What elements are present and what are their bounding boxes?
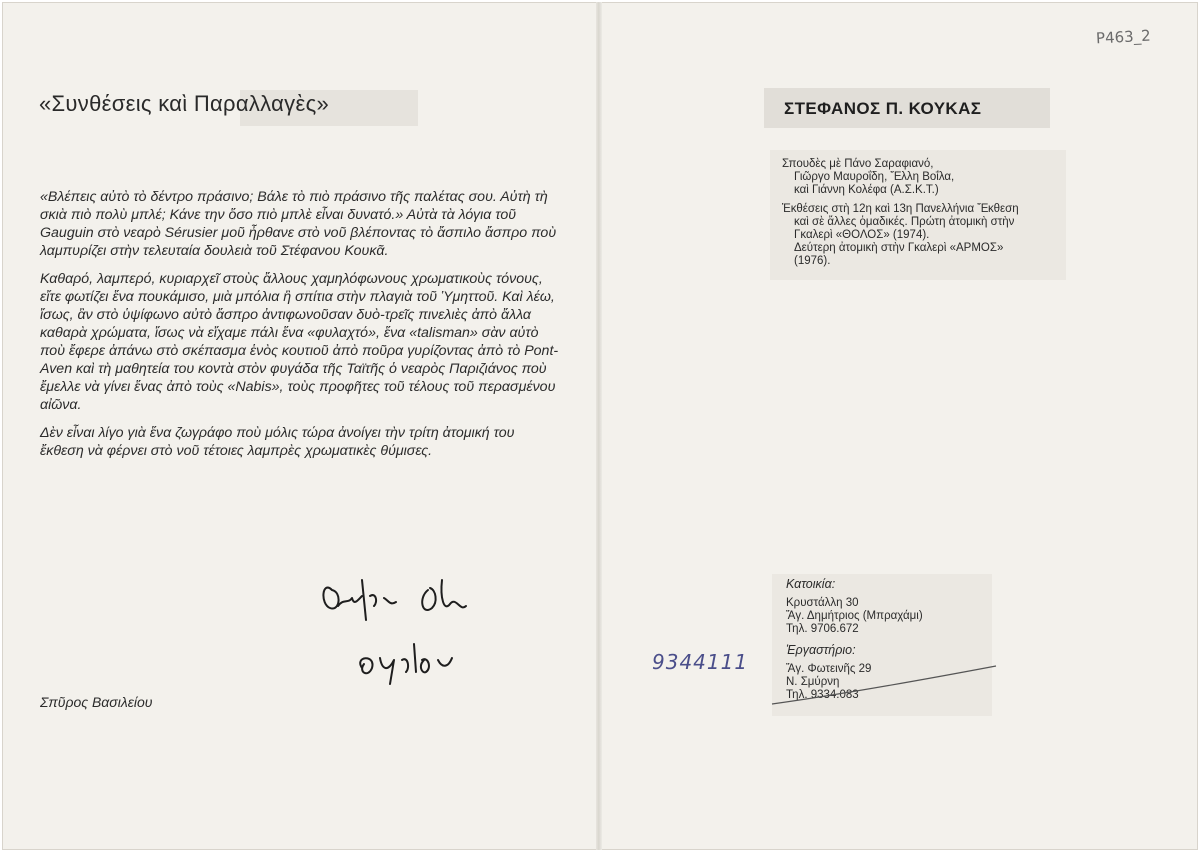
residence-line: Κρυστάλλη 30 xyxy=(786,597,859,609)
essay-paragraph: Καθαρό, λαμπερό, κυριαρχεῖ στοὺς ἄλλους χαμηλόφωνους χρωματικοὺς τόνους, εἴτε φωτίζει ἕνα πουκάμισο, μιὰ μπόλια ἢ σπίτια στὴν πλαγιὰ τοῦ Ὑμηττοῦ. Καὶ λέω, ἴσως, ἂν στὸ ὑψίφωνο αὐτὸ ἄσπρο ἀντιφωνοῦσαν δυὸ-τρεῖς πινελιὲς ἀπὸ ἄλλα καθαρὰ χρώματα, ἴσως νὰ εἴχαμε πάλι ἕνα «φυλαχτό», ἕνα «talisman» σὰν αὐτὸ ποὺ ἔφερε ἀπάνω στὸ σκέπασμα ἑνὸς κουτιοῦ ἀπὸ ποῦρα γυρίζοντας ἀπὸ τὸ Pont-Aven καὶ τὴ μαθητεία του κοντὰ στὸν φυγάδα τῆς Ταϊτῆς ὁ νεαρὸς Παριζιάνος ποὺ ἔμελλε νὰ γίνει ἕνας ἀπὸ τοὺς «Nabis», τοὺς προφῆτες τοῦ τέλους τοῦ περασμένου αἰῶνα. xyxy=(40,271,559,413)
bio-exhibitions xyxy=(782,203,1082,268)
artist-bio xyxy=(782,158,1082,274)
handwritten-signature xyxy=(318,560,548,690)
bio-line: Σπουδὲς μὲ Πάνο Σαραφιανό, xyxy=(782,158,934,170)
page-title: «Συνθέσεις καὶ Παραλλαγὲς» xyxy=(39,91,330,116)
pen-stroke xyxy=(770,660,1000,710)
bio-line: καὶ Γιάννη Κολέφα (Α.Σ.Κ.Τ.) xyxy=(794,184,939,196)
bio-line: (1976). xyxy=(794,255,831,267)
essay-paragraph: Δὲν εἶναι λίγο γιὰ ἕνα ζωγράφο ποὺ μόλις τώρα ἀνοίγει τὴν τρίτη ἀτομική του ἔκθεση νὰ φέρνει στὸ νοῦ τέτοιες λαμπρὲς χρωματικὲς θύμισες. xyxy=(40,425,515,459)
essay-text xyxy=(40,188,560,470)
left-page xyxy=(0,0,596,852)
bio-line: Δεύτερη ἀτομικὴ στὴν Γκαλερὶ «ΑΡΜΟΣ» xyxy=(794,242,1004,254)
bio-line: Γκαλερὶ «ΘΟΛΟΣ» (1974). xyxy=(794,229,930,241)
handwritten-number: 9344111 xyxy=(652,650,749,674)
studio-label: Ἐργαστήριο: xyxy=(786,643,856,657)
bio-line: καὶ σὲ ἄλλες ὁμαδικές. Πρώτη ἀτομικὴ στὴν xyxy=(794,216,1015,228)
signature-text: Στούλ. Ωα σγέον xyxy=(318,560,326,561)
bio-line: Ἐκθέσεις στὴ 12η καὶ 13η Πανελλήνια Ἔκθεση xyxy=(782,203,1019,215)
archive-code: Ρ463_2 xyxy=(1095,26,1152,48)
studio-line: Ν. Σμύρνη xyxy=(786,676,840,688)
bio-line: Γιῶργο Μαυροΐδη, Ἔλλη Βοΐλα, xyxy=(794,171,955,183)
studio-line: Ἄγ. Φωτεινῆς 29 xyxy=(786,663,872,675)
essay-paragraph: «Βλέπεις αὐτὸ τὸ δέντρο πράσινο; Βάλε τὸ πιὸ πράσινο τῆς παλέτας σου. Αὐτὴ τὴ σκιὰ πιὸ πολὺ μπλέ; Κάνε την ὅσο πιὸ μπλὲ εἶναι δυνατό.» Αὐτὰ τὰ λόγια τοῦ Gauguin στὸ νεαρὸ Sérusier μοῦ ἦρθανε στὸ νοῦ βλέποντας τὸ ἄσπιλο ἄσπρο ποὺ λαμπυρίζει στὴν τελευταία δουλειὰ τοῦ Στέφανου Κουκᾶ. xyxy=(40,189,557,259)
residence-label: Κατοικία: xyxy=(786,577,836,591)
residence-line: Ἄγ. Δημήτριος (Μπραχάμι) xyxy=(786,610,923,622)
bio-studies xyxy=(782,158,1082,197)
residence-block xyxy=(786,578,1006,636)
studio-line: Τηλ. 9334.083 xyxy=(786,689,859,701)
right-page xyxy=(602,0,1198,852)
artist-name: ΣΤΕΦΑΝΟΣ Π. ΚΟΥΚΑΣ xyxy=(784,99,982,118)
author-name: Σπῦρος Βασιλείου xyxy=(40,694,153,710)
residence-line: Τηλ. 9706.672 xyxy=(786,623,859,635)
